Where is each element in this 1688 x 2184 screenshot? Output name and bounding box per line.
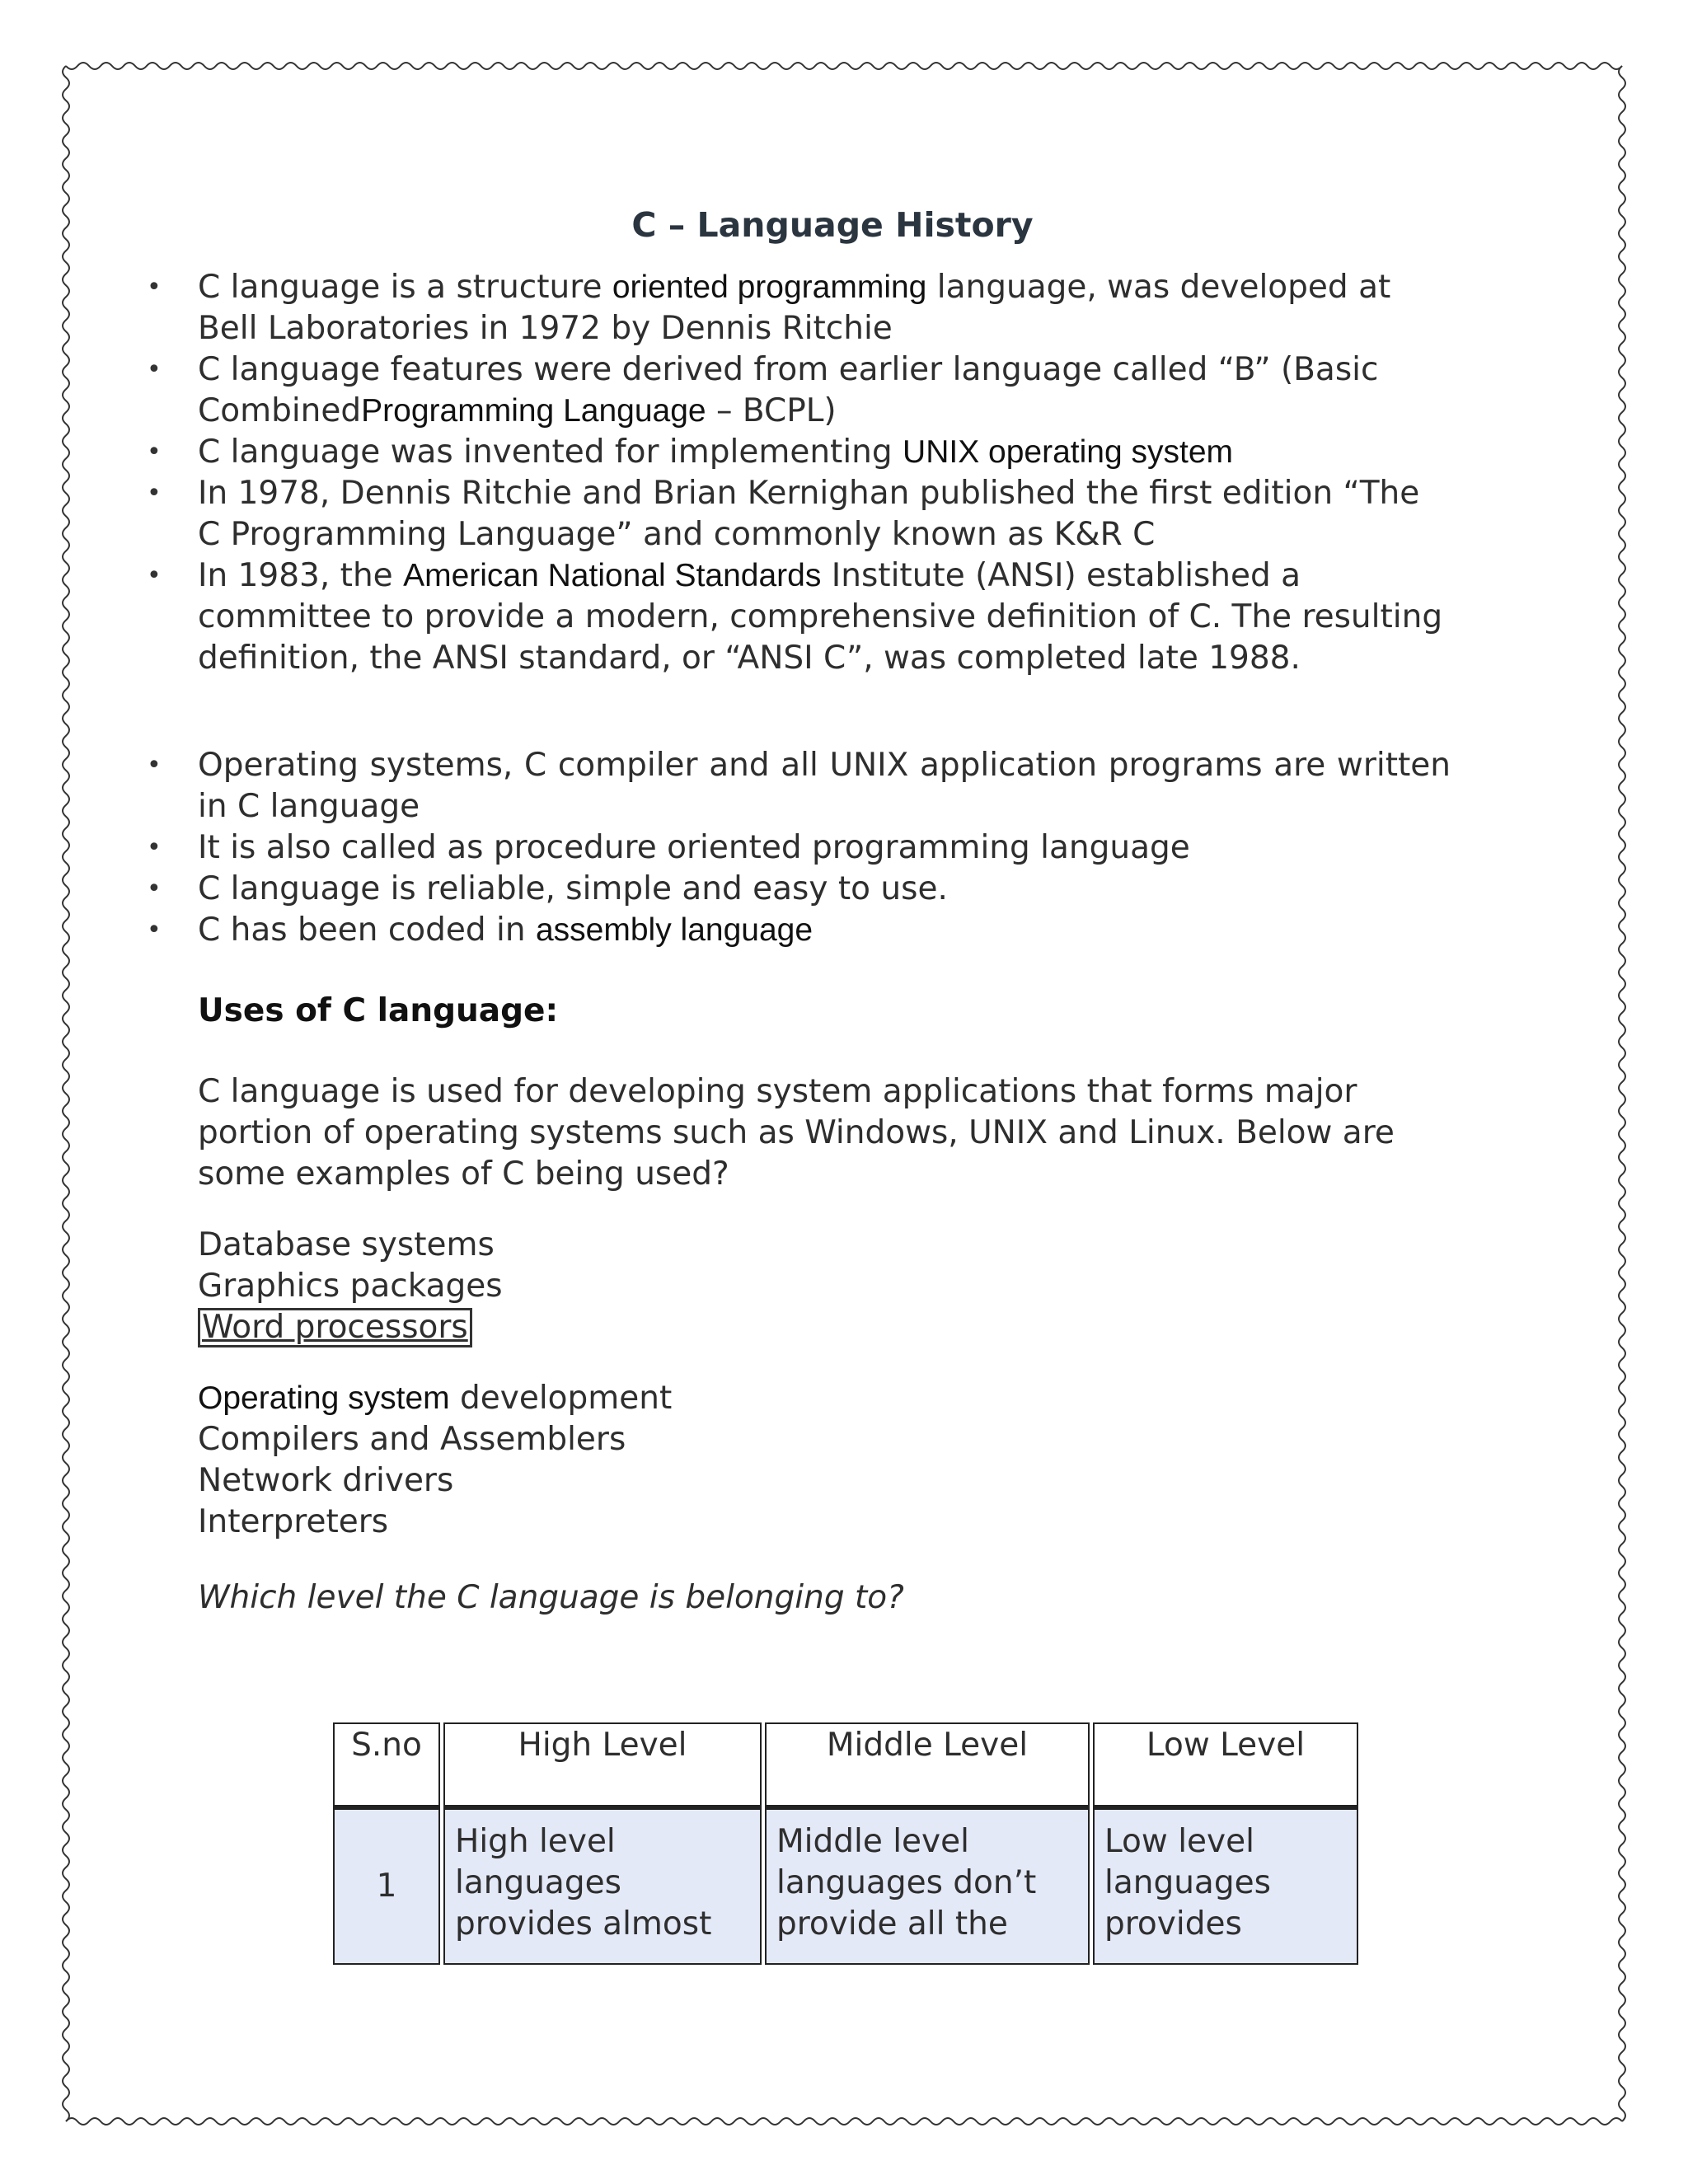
list-item: • C language is a structure oriented programming language, was developed at Bell Laboratories in 1972 by Dennis Ritchie xyxy=(198,267,1451,349)
cell-high-level: High level languages provides almost xyxy=(443,1808,762,1965)
list-item: Network drivers xyxy=(198,1462,454,1499)
list-item: Interpreters xyxy=(198,1503,389,1540)
table-header-row xyxy=(333,1722,1358,1808)
uses-list xyxy=(198,1225,1451,1307)
list-item: • C language is reliable, simple and easy to use. xyxy=(198,869,1451,910)
uses-paragraph: C language is used for developing system applications that forms major portion of operating systems such as Windows, UNIX and Linux. Below are some examples of C being used? xyxy=(198,1073,1395,1193)
cell-middle-level: Middle level languages don’t provide all the xyxy=(765,1808,1090,1965)
cell-low-level: Low level languages provides xyxy=(1093,1808,1358,1965)
word-processors-item[interactable]: Word processors xyxy=(198,1308,472,1347)
list-item: • C language was invented for implementing UNIX operating system xyxy=(198,432,1451,473)
levels-table xyxy=(330,1722,1362,1965)
list-item: • In 1983, the American National Standards Institute (ANSI) established a committee to provide a modern, comprehensive definition of C. The resulting definition, the ANSI standard, or “ANSI C”, was completed late 1988. xyxy=(198,555,1451,679)
header-high-level: High Level xyxy=(443,1722,762,1808)
question-text: Which level the C language is belonging to? xyxy=(198,1579,904,1616)
uses-heading: Uses of C language: xyxy=(198,992,559,1029)
page-title: C – Language History xyxy=(631,205,1034,245)
border-edge xyxy=(63,66,69,2121)
list-item: • In 1978, Dennis Ritchie and Brian Kernighan published the first edition “The C Programming Language” and commonly known as K&R C xyxy=(198,473,1451,555)
list-item: • C language features were derived from earlier language called “B” (Basic CombinedProgramming Language – BCPL) xyxy=(198,349,1451,432)
border-edge xyxy=(66,63,1622,69)
list-item: • C has been coded in assembly language xyxy=(198,910,1451,951)
uses-list-2-rest xyxy=(198,1419,1451,1543)
header-middle-level: Middle Level xyxy=(765,1722,1090,1808)
uses-list-2 xyxy=(198,1378,1451,1419)
table-row xyxy=(333,1808,1358,1965)
list-item: Graphics packages xyxy=(198,1268,503,1305)
list-item: Compilers and Assemblers xyxy=(198,1421,626,1458)
document-content xyxy=(198,204,1451,1619)
border-edge xyxy=(66,2118,1622,2125)
border-edge xyxy=(1619,66,1625,2121)
header-low-level: Low Level xyxy=(1093,1722,1358,1808)
list-item: Operating system development xyxy=(198,1380,673,1417)
facts-bullet-list xyxy=(198,745,1451,951)
list-item: • Operating systems, C compiler and all UNIX application programs are written in C language xyxy=(198,745,1451,827)
list-item: Database systems xyxy=(198,1226,495,1263)
history-bullet-list xyxy=(198,267,1451,679)
header-sno: S.no xyxy=(333,1722,440,1808)
list-item: • It is also called as procedure oriented programming language xyxy=(198,827,1451,869)
cell-sno: 1 xyxy=(333,1808,440,1965)
